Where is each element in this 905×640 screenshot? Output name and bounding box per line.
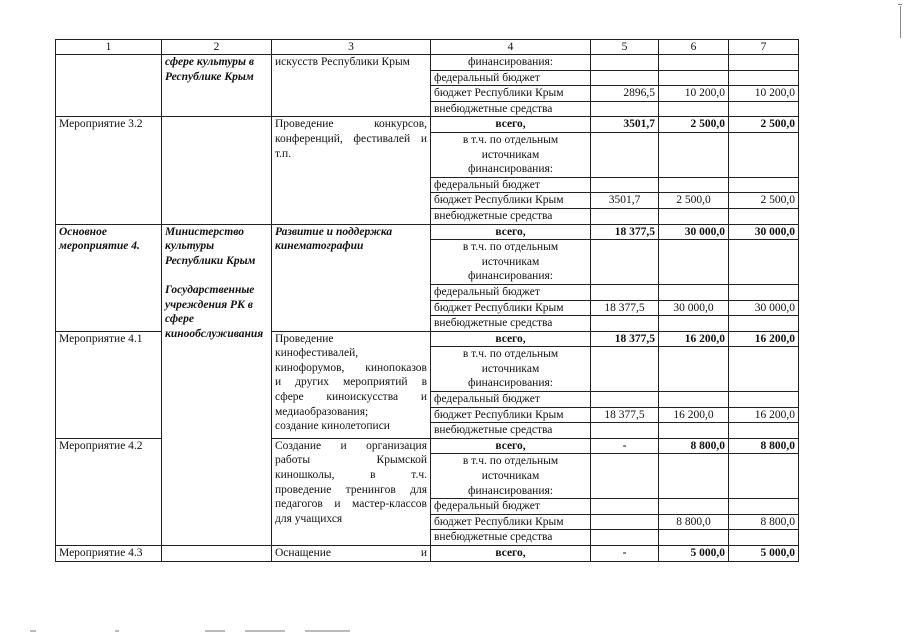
- total-label: всего,: [431, 224, 591, 240]
- value-cell: 18 377,5: [591, 407, 659, 423]
- table-row: [56, 55, 799, 71]
- republic-budget-label: бюджет Республики Крым: [431, 407, 591, 423]
- value-cell: 8 800,0: [729, 514, 799, 530]
- federal-budget-label: федеральный бюджет: [431, 499, 591, 515]
- activity-desc: Создание и организация работы Крымской киношколы, в т.ч. проведение тренингов для педагогов и мастер-классов для учащихся: [272, 438, 431, 545]
- extra-budget-label: внебюджетные средства: [431, 423, 591, 439]
- value-cell: 2 500,0: [659, 193, 729, 209]
- value-cell: 8 800,0: [659, 514, 729, 530]
- value-cell: 16 200,0: [729, 331, 799, 347]
- republic-budget-label: бюджет Республики Крым: [431, 86, 591, 102]
- col-header-1: 1: [56, 40, 162, 55]
- executor-cell: Министерство культуры Республики Крым Государственные учреждения РК в сфере кинообслуживания: [162, 224, 272, 545]
- value-cell: 2 500,0: [659, 117, 729, 133]
- activity-desc: Проведение конкурсов, конференций, фестивалей и т.п.: [272, 117, 431, 224]
- total-label: всего,: [431, 546, 591, 562]
- activity-desc: искусств Республики Крым: [272, 55, 431, 117]
- col-header-3: 3: [272, 40, 431, 55]
- activity-name: Основное мероприятие 4.: [56, 224, 162, 331]
- total-label: всего,: [431, 438, 591, 454]
- activity-name: Мероприятие 3.2: [56, 117, 162, 224]
- column-number-row: [56, 40, 799, 55]
- executor-cell: [162, 117, 272, 224]
- activity-desc: Оснащение и: [272, 546, 431, 562]
- financing-label: финансирования:: [431, 55, 591, 71]
- total-label: всего,: [431, 117, 591, 133]
- col-header-2: 2: [162, 40, 272, 55]
- value-cell: 18 377,5: [591, 331, 659, 347]
- federal-budget-label: федеральный бюджет: [431, 177, 591, 193]
- value-cell: 3501,7: [591, 117, 659, 133]
- value-cell: 16 200,0: [659, 407, 729, 423]
- budget-table: [55, 39, 799, 562]
- value-cell: 10 200,0: [659, 86, 729, 102]
- republic-budget-label: бюджет Республики Крым: [431, 300, 591, 316]
- activity-name: Мероприятие 4.2: [56, 438, 162, 545]
- scan-artifact: [30, 630, 360, 634]
- value-cell: 2 500,0: [729, 193, 799, 209]
- federal-budget-label: федеральный бюджет: [431, 392, 591, 408]
- value-cell: 16 200,0: [659, 331, 729, 347]
- value-cell: 10 200,0: [729, 86, 799, 102]
- federal-budget-label: федеральный бюджет: [431, 284, 591, 300]
- value-cell: 2896,5: [591, 86, 659, 102]
- col-header-4: 4: [431, 40, 591, 55]
- incl-sources-label: в т.ч. по отдельным источникам финансирования:: [431, 240, 591, 285]
- value-cell: 30 000,0: [659, 300, 729, 316]
- federal-budget-label: федеральный бюджет: [431, 70, 591, 86]
- table-row: [56, 117, 799, 133]
- value-cell: 8 800,0: [659, 438, 729, 454]
- value-cell: 18 377,5: [591, 224, 659, 240]
- col-header-7: 7: [729, 40, 799, 55]
- activity-name: Мероприятие 4.3: [56, 546, 162, 562]
- page-edge-line: [900, 6, 901, 38]
- value-cell: 5 000,0: [729, 546, 799, 562]
- page-edge-mark: [898, 4, 902, 5]
- incl-sources-label: в т.ч. по отдельным источникам финансирования:: [431, 454, 591, 499]
- extra-budget-label: внебюджетные средства: [431, 316, 591, 332]
- activity-desc: Проведение кинофестивалей, кинофорумов, кинопоказов и других мероприятий в сфере киноискусства и медиаобразования; создание кинолетописи: [272, 331, 431, 438]
- value-cell: 18 377,5: [591, 300, 659, 316]
- value-cell: 3501,7: [591, 193, 659, 209]
- republic-budget-label: бюджет Республики Крым: [431, 193, 591, 209]
- extra-budget-label: внебюджетные средства: [431, 530, 591, 546]
- executor-cell: [162, 546, 272, 562]
- republic-budget-label: бюджет Республики Крым: [431, 514, 591, 530]
- value-cell: 30 000,0: [729, 300, 799, 316]
- col-header-5: 5: [591, 40, 659, 55]
- table-row: [56, 546, 799, 562]
- incl-sources-label: в т.ч. по отдельным источникам финансирования:: [431, 347, 591, 392]
- executor-cell: сфере культуры в Республике Крым: [162, 55, 272, 117]
- incl-sources-label: в т.ч. по отдельным источникам финансирования:: [431, 132, 591, 177]
- value-cell: 30 000,0: [659, 224, 729, 240]
- activity-cell: [56, 55, 162, 117]
- value-cell: 30 000,0: [729, 224, 799, 240]
- value-cell: 16 200,0: [729, 407, 799, 423]
- value-cell: 8 800,0: [729, 438, 799, 454]
- col-header-6: 6: [659, 40, 729, 55]
- total-label: всего,: [431, 331, 591, 347]
- value-cell: -: [591, 546, 659, 562]
- value-cell: [591, 514, 659, 530]
- extra-budget-label: внебюджетные средства: [431, 101, 591, 117]
- value-cell: 5 000,0: [659, 546, 729, 562]
- table-row: [56, 224, 799, 240]
- activity-name: Мероприятие 4.1: [56, 331, 162, 438]
- extra-budget-label: внебюджетные средства: [431, 208, 591, 224]
- activity-desc: Развитие и поддержка кинематографии: [272, 224, 431, 331]
- value-cell: -: [591, 438, 659, 454]
- value-cell: 2 500,0: [729, 117, 799, 133]
